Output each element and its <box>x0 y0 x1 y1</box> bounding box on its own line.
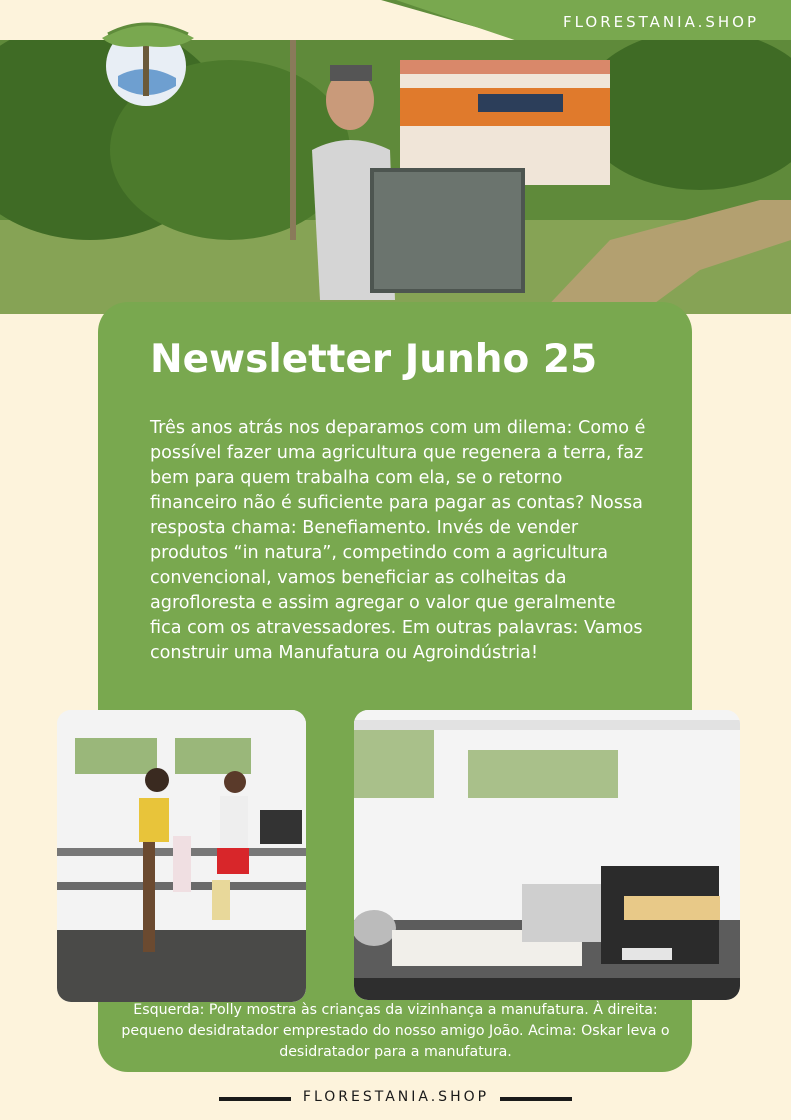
footer-line-left <box>219 1097 291 1101</box>
footer-site-name: FLORESTANIA.SHOP <box>302 1089 490 1105</box>
footer-line-right <box>500 1097 572 1101</box>
photo-caption: Esquerda: Polly mostra às crianças da vizinhança a manufatura. À direita: pequeno desidratador emprestado do nosso amigo João. Acima: Oskar leva o desidratador para a manufatura. <box>121 1002 670 1060</box>
tree-logo-icon <box>98 16 198 106</box>
header-site-name: FLORESTANIA.SHOP <box>562 13 759 31</box>
newsletter-body: Três anos atrás nos deparamos com um dilema: Como é possível fazer uma agricultura que regenera a terra, faz bem para quem trabalha com ela, se o retorno financeiro não é suficiente para pagar as contas? Nossa resposta chama: Benefiamento. Invés de vender produtos “in natura”, competindo com a agricultura convencional, vamos beneficiar as colheitas da agrofloresta e assim agregar o valor que geralmente fica com os atravessadores. Em outras palavras: Vamos construir uma Manufatura ou Agroindústria! <box>150 418 646 663</box>
newsletter-title: Newsletter Junho 25 <box>150 337 598 382</box>
dehydrator-photo-right <box>354 710 740 1000</box>
manufacture-photo-left <box>57 710 306 1002</box>
